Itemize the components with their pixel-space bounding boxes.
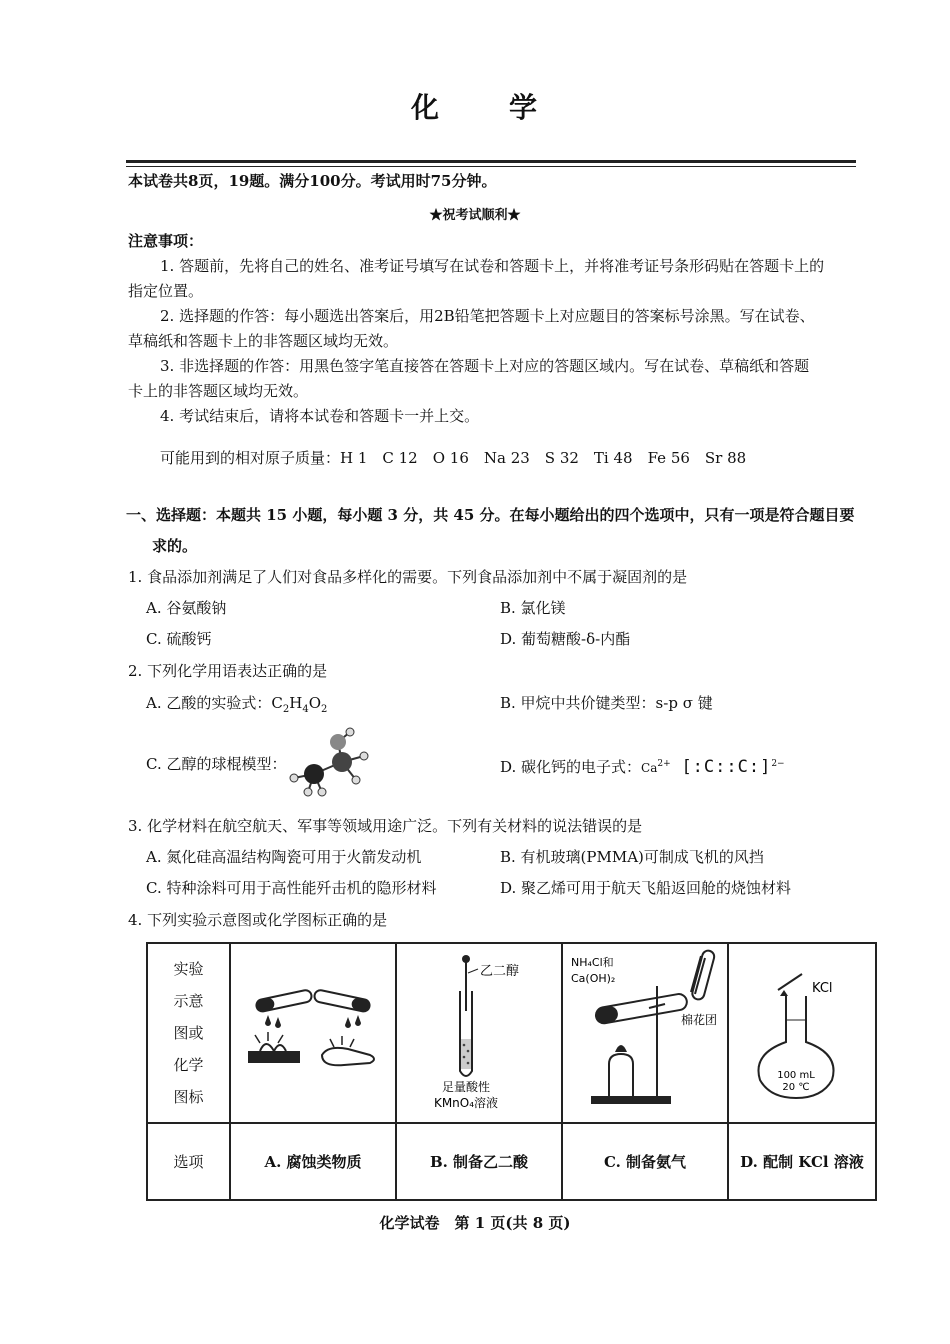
note-item: 草稿纸和答题卡上的非答题区域均无效。 — [128, 332, 399, 350]
exam-info: 本试卷共8页，19题。满分100分。考试用时75分钟。 — [128, 172, 497, 190]
reagent-label: NH₄Cl和 — [571, 956, 614, 969]
title-char: 学 — [509, 91, 540, 124]
note-item: 指定位置。 — [128, 282, 204, 300]
question-1-stem: 1. 食品添加剂满足了人们对食品多样化的需要。下列食品添加剂中不属于凝固剂的是 — [128, 568, 688, 586]
note-item: 1. 答题前，先将自己的姓名、准考证号填写在试卷和答题卡上，并将准考证号条形码贴在答题卡上的 — [160, 257, 825, 275]
formula-element: H — [289, 694, 303, 712]
row-label-diagram — [147, 943, 230, 1123]
q1-option-c: C. 硫酸钙 — [146, 630, 212, 648]
carbide-ion: [:C::C:] — [681, 757, 772, 777]
formula-element: C — [271, 694, 283, 712]
test-tube-setup — [404, 951, 554, 1111]
row-label-line: 实验 — [173, 960, 204, 978]
ion-charge: 2− — [771, 759, 785, 769]
question-3-stem: 3. 化学材料在航空航天、军事等领域用途广泛。下列有关材料的说法错误的是 — [128, 817, 643, 835]
diagram-c-cell — [562, 943, 728, 1123]
ammonia-prep-apparatus — [565, 946, 725, 1116]
atomic-masses: 可能用到的相对原子质量：H 1 C 12 O 16 Na 23 S 32 Ti 48 Fe 56 Sr 88 — [160, 449, 747, 467]
diagram-b-cell — [396, 943, 562, 1123]
cotton-label: 棉花团 — [681, 1013, 718, 1027]
q4-table — [146, 942, 877, 1201]
reagent-label: 乙二醇 — [480, 964, 520, 979]
q1-option-d: D. 葡萄糖酸-δ-内酯 — [500, 630, 631, 648]
question-2-stem: 2. 下列化学用语表达正确的是 — [128, 662, 328, 680]
note-item: 3. 非选择题的作答：用黑色签字笔直接答在答题卡上对应的答题区域内。写在试卷、草稿纸和答题 — [160, 357, 810, 375]
formula-subscript: 4 — [302, 704, 309, 715]
note-item: 4. 考试结束后，请将本试卷和答题卡一并上交。 — [160, 407, 480, 425]
volumetric-flask — [732, 956, 872, 1106]
q4-option-d: D. 配制 KCl 溶液 — [728, 1123, 876, 1200]
ethanol-ball-stick-model — [284, 726, 380, 798]
formula-subscript: 2 — [321, 704, 328, 715]
formula-element: O — [308, 694, 322, 712]
row-label-line: 示意 — [173, 992, 204, 1010]
title-char: 化 — [410, 91, 441, 124]
diagram-a-cell — [230, 943, 396, 1123]
row-label-options: 选项 — [147, 1123, 230, 1200]
header-rule-thin — [126, 166, 856, 167]
notes-heading: 注意事项： — [128, 232, 204, 250]
q2-option-a — [146, 693, 327, 720]
calcium-ion: Ca — [641, 761, 658, 775]
question-4-stem: 4. 下列实验示意图或化学图标正确的是 — [128, 911, 388, 929]
corrosive-hazard-icon — [238, 971, 388, 1091]
note-item: 卡上的非答题区域均无效。 — [128, 382, 309, 400]
q2-option-c: C. 乙醇的球棍模型： — [146, 755, 287, 773]
section-heading: 一、选择题：本题共 15 小题，每小题 3 分，共 45 分。在每小题给出的四个选项中，只有一项是符合题目要 — [126, 506, 855, 524]
solution-label: 足量酸性 — [441, 1080, 491, 1094]
q3-option-c: C. 特种涂料可用于高性能歼击机的隐形材料 — [146, 879, 437, 897]
q3-option-d: D. 聚乙烯可用于航天飞船返回舱的烧蚀材料 — [500, 879, 792, 897]
flask-label: 100 mL — [777, 1070, 815, 1081]
q2-option-d — [500, 754, 785, 778]
q4-option-c: C. 制备氨气 — [562, 1123, 728, 1200]
row-label-line: 图标 — [173, 1088, 204, 1106]
q2-option-d-label: D. 碳化钙的电子式： — [500, 758, 642, 776]
wish-text: ★祝考试顺利★ — [429, 208, 521, 223]
salt-label: KCl — [812, 981, 833, 996]
q3-option-a: A. 氮化硅高温结构陶瓷可用于火箭发动机 — [146, 848, 422, 866]
diagram-d-cell — [728, 943, 876, 1123]
q2-option-a-label: A. 乙酸的实验式： — [146, 694, 272, 712]
ion-charge: 2+ — [657, 759, 671, 769]
reagent-label: Ca(OH)₂ — [571, 972, 616, 985]
q1-option-a: A. 谷氨酸钠 — [146, 599, 227, 617]
row-label-line: 化学 — [173, 1056, 204, 1074]
flask-label: 20 ℃ — [782, 1082, 810, 1093]
note-item: 2. 选择题的作答：每小题选出答案后，用2B铅笔把答题卡上对应题目的答案标号涂黑。写在试卷、 — [160, 307, 815, 325]
q2-option-b: B. 甲烷中共价键类型：s-p σ 键 — [500, 694, 713, 712]
row-label-line: 图或 — [173, 1024, 204, 1042]
formula-subscript: 2 — [282, 704, 290, 715]
section-heading-cont: 求的。 — [152, 537, 198, 555]
page-footer: 化学试卷 第 1 页(共 8 页) — [379, 1214, 571, 1232]
header-rule — [126, 160, 856, 163]
q4-option-a: A. 腐蚀类物质 — [230, 1123, 396, 1200]
solution-label: KMnO₄溶液 — [433, 1096, 499, 1110]
page-title — [0, 86, 950, 126]
q4-option-b: B. 制备乙二酸 — [396, 1123, 562, 1200]
q3-option-b: B. 有机玻璃(PMMA)可制成飞机的风挡 — [500, 848, 764, 866]
q1-option-b: B. 氯化镁 — [500, 599, 566, 617]
